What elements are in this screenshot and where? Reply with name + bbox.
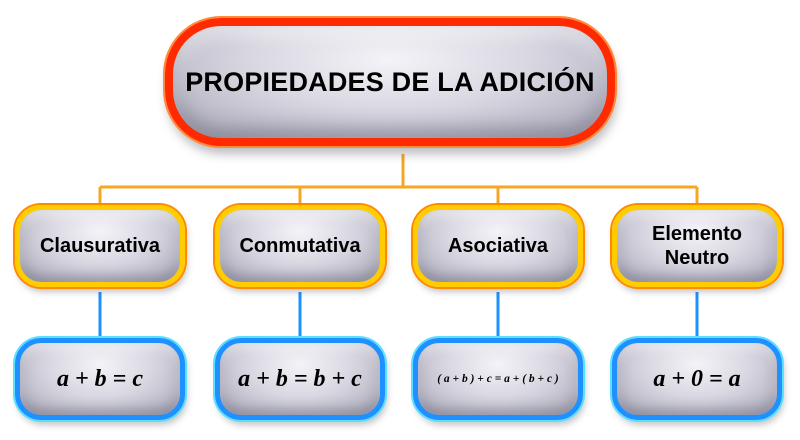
formula-text: a + b = b + c [238,365,362,392]
formula-text: a + 0 = a [653,365,741,392]
property-node-conmutativa [215,205,385,287]
property-name: Conmutativa [239,235,361,257]
property-name: Elemento Neutro [651,223,743,269]
property-node-elemento-neutro [612,205,782,287]
diagram-title: PROPIEDADES DE LA ADICIÓN [185,66,595,97]
property-name: Clausurativa [39,235,161,257]
formula-text: ( a + b ) + c = a + ( b + c ) [437,373,559,385]
title-node [165,18,615,146]
formula-node-clausurativa [15,338,185,420]
formula-node-elemento-neutro [612,338,782,420]
formula-node-conmutativa [215,338,385,420]
property-node-clausurativa [15,205,185,287]
formula-text: a + b = c [56,365,143,392]
property-name: Asociativa [447,235,549,257]
formula-node-asociativa [413,338,583,420]
property-node-asociativa [413,205,583,287]
